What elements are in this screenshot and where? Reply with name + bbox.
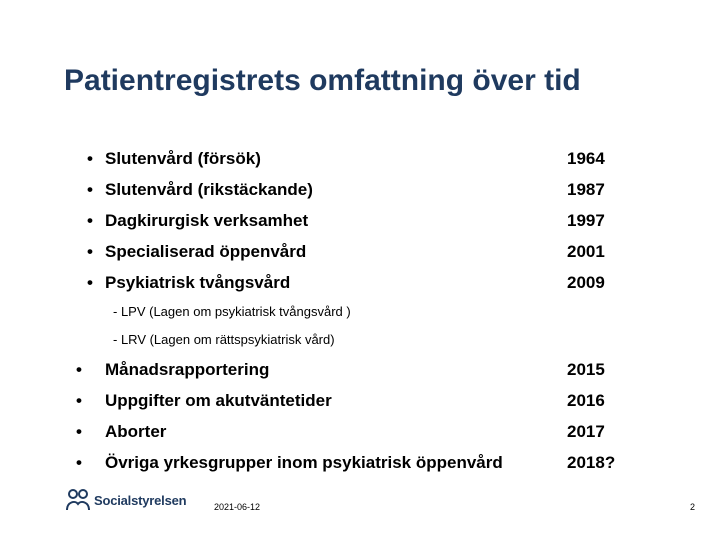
item-label: Slutenvård (rikstäckande) [105,180,313,199]
bullet: • [76,360,82,379]
list-item [0,180,720,204]
list-item [0,149,720,173]
item-year: 2015 [567,360,605,379]
footer-date: 2021-06-12 [214,502,261,512]
bullet: • [87,211,93,230]
logo-text: Socialstyrelsen [94,493,187,508]
bullet: • [76,453,82,472]
bullet: • [87,273,93,292]
page-number: 2 [690,502,696,512]
list-item [0,391,720,415]
sub-item: - LPV (Lagen om psykiatrisk tvångsvård ) [113,304,351,319]
item-label: Månadsrapportering [105,360,270,379]
list-item [0,360,720,384]
item-label: Psykiatrisk tvångsvård [105,273,291,292]
list-item [0,453,720,477]
item-label: Uppgifter om akutväntetider [105,391,332,410]
item-year: 2016 [567,391,605,410]
item-label: Övriga yrkesgrupper inom psykiatrisk öppenvård [105,453,503,472]
item-year: 1964 [567,149,605,168]
item-label: Specialiserad öppenvård [105,242,307,261]
item-label: Aborter [105,422,167,441]
list-item [0,242,720,266]
bullet: • [87,242,93,261]
item-year: 1987 [567,180,605,199]
bullet: • [76,422,82,441]
item-year: 1997 [567,211,605,230]
list-item [0,211,720,235]
logo-emblem-icon [64,488,92,512]
item-year: 2001 [567,242,605,261]
item-year: 2017 [567,422,605,441]
bullet: • [87,149,93,168]
bullet: • [76,391,82,410]
slide-title: Patientregistrets omfattning över tid [64,64,581,97]
list-item [0,422,720,446]
list-item [0,273,720,297]
item-label: Slutenvård (försök) [105,149,261,168]
item-label: Dagkirurgisk verksamhet [105,211,309,230]
item-year: 2009 [567,273,605,292]
bullet: • [87,180,93,199]
item-year: 2018? [567,453,616,472]
sub-item: - LRV (Lagen om rättspsykiatrisk vård) [113,332,335,347]
